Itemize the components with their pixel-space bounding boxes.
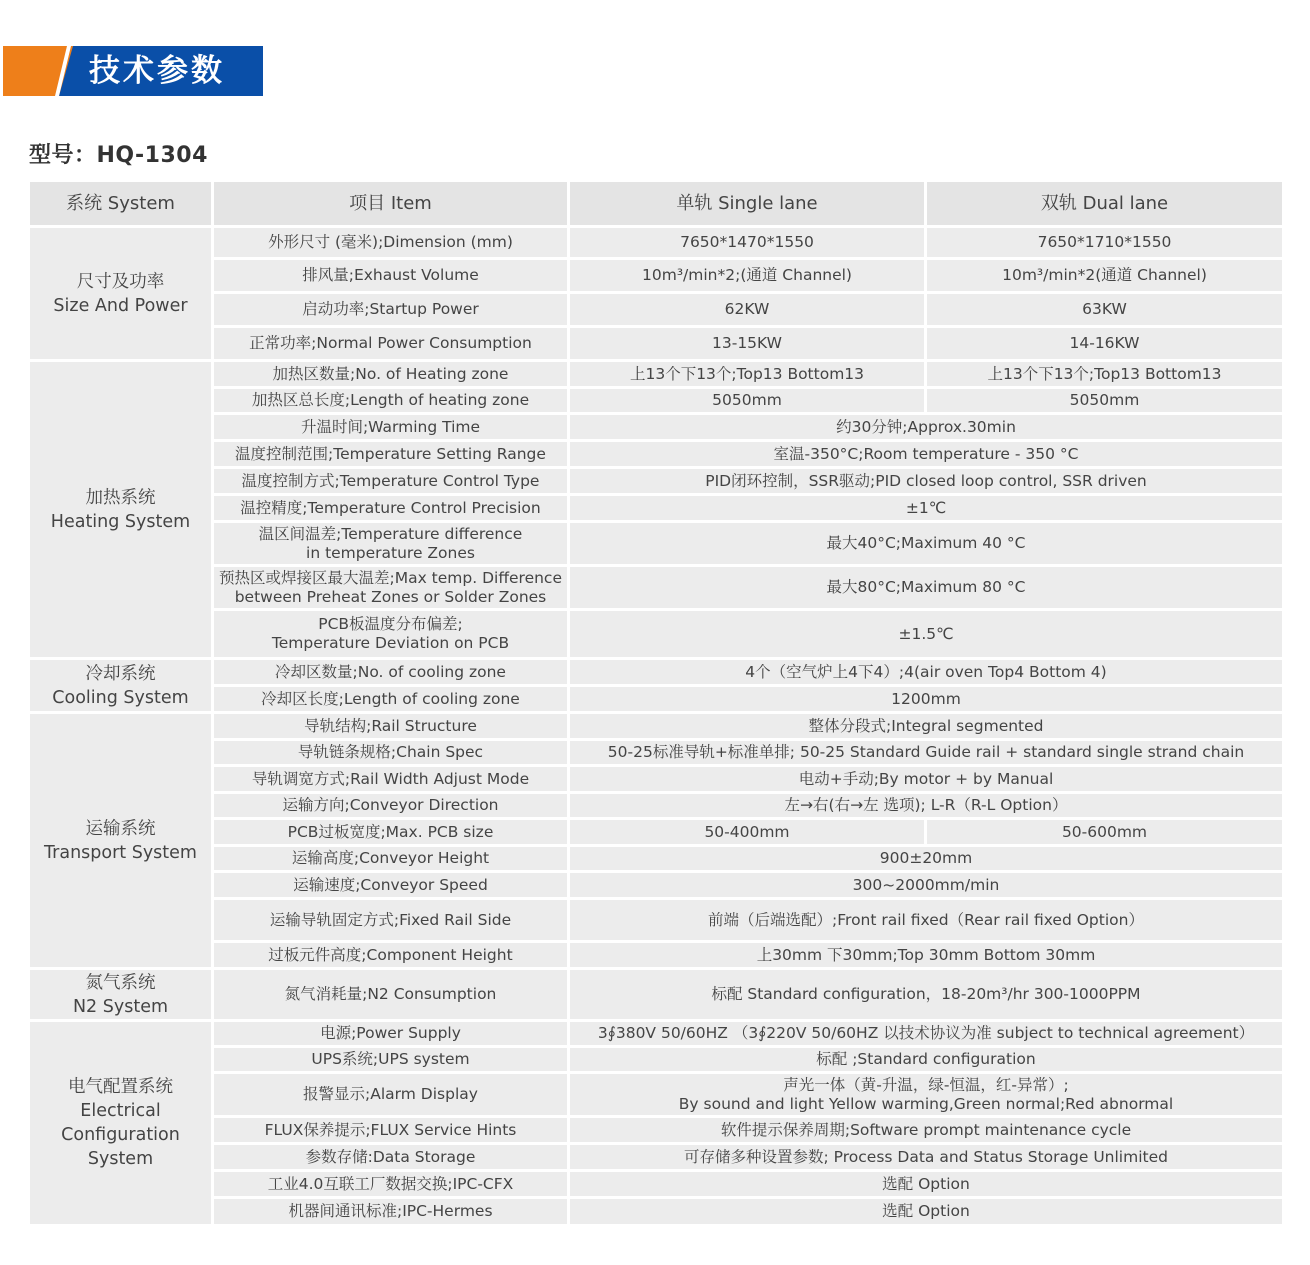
category-n2: 氮气系统 N2 System — [29, 969, 213, 1021]
table-row — [29, 495, 1284, 522]
table-row — [29, 740, 1284, 766]
model-label: 型号：HQ-1304 — [29, 143, 208, 168]
value-cell: 900±20mm — [569, 846, 1284, 872]
item-cell: 运输高度;Conveyor Height — [213, 846, 569, 872]
header-dual: 双轨 Dual lane — [926, 181, 1284, 227]
value-cell: 标配 ;Standard configuration — [569, 1047, 1284, 1073]
category-size-power: 尺寸及功率 Size And Power — [29, 227, 213, 361]
value-cell: 300~2000mm/min — [569, 872, 1284, 899]
value-cell: 电动+手动;By motor + by Manual — [569, 766, 1284, 793]
table-row — [29, 793, 1284, 819]
item-cell: 导轨调宽方式;Rail Width Adjust Mode — [213, 766, 569, 793]
item-cell: 升温时间;Warming Time — [213, 414, 569, 441]
value-cell: 室温-350°C;Room temperature - 350 °C — [569, 441, 1284, 468]
table-row — [29, 388, 1284, 414]
dual-cell: 7650*1710*1550 — [926, 227, 1284, 259]
header-single: 单轨 Single lane — [569, 181, 926, 227]
item-cell: 排风量;Exhaust Volume — [213, 259, 569, 293]
item-cell: 温度控制范围;Temperature Setting Range — [213, 441, 569, 468]
value-cell: 3∮380V 50/60HZ （3∮220V 50/60HZ 以技术协议为准 subject to technical agreement） — [569, 1021, 1284, 1047]
table-row — [29, 259, 1284, 293]
value-cell: 上30mm 下30mm;Top 30mm Bottom 30mm — [569, 942, 1284, 969]
single-cell: 62KW — [569, 293, 926, 327]
item-cell: 温区间温差;Temperature difference in temperature Zones — [213, 522, 569, 566]
value-cell: 最大40°C;Maximum 40 °C — [569, 522, 1284, 566]
table-row — [29, 441, 1284, 468]
dual-cell: 10m³/min*2(通道 Channel) — [926, 259, 1284, 293]
item-cell: 过板元件高度;Component Height — [213, 942, 569, 969]
item-cell: 正常功率;Normal Power Consumption — [213, 327, 569, 361]
value-cell: 软件提示保养周期;Software prompt maintenance cycle — [569, 1117, 1284, 1144]
banner-title: 技术参数 — [89, 53, 225, 89]
table-row — [29, 846, 1284, 872]
value-cell: 约30分钟;Approx.30min — [569, 414, 1284, 441]
item-cell: 参数存储:Data Storage — [213, 1144, 569, 1171]
table-row — [29, 1073, 1284, 1117]
dual-cell: 63KW — [926, 293, 1284, 327]
table-row — [29, 819, 1284, 846]
header-item: 项目 Item — [213, 181, 569, 227]
value-cell: 选配 Option — [569, 1198, 1284, 1226]
item-cell: 温控精度;Temperature Control Precision — [213, 495, 569, 522]
value-cell: 最大80°C;Maximum 80 °C — [569, 566, 1284, 610]
value-cell: 前端（后端选配）;Front rail fixed（Rear rail fixed Option） — [569, 899, 1284, 942]
item-cell: 加热区数量;No. of Heating zone — [213, 361, 569, 388]
item-cell: 工业4.0互联工厂数据交换;IPC-CFX — [213, 1171, 569, 1198]
item-cell: 温度控制方式;Temperature Control Type — [213, 468, 569, 495]
table-row — [29, 414, 1284, 441]
value-cell: 可存储多种设置参数; Process Data and Status Storage Unlimited — [569, 1144, 1284, 1171]
table-row — [29, 659, 1284, 686]
value-cell: ±1.5℃ — [569, 610, 1284, 659]
item-cell: 冷却区长度;Length of cooling zone — [213, 686, 569, 713]
item-cell: 电源;Power Supply — [213, 1021, 569, 1047]
table-row — [29, 969, 1284, 1021]
item-cell: UPS系统;UPS system — [213, 1047, 569, 1073]
table-row — [29, 686, 1284, 713]
single-cell: 10m³/min*2;(通道 Channel) — [569, 259, 926, 293]
value-cell: 标配 Standard configuration，18-20m³/hr 300-1000PPM — [569, 969, 1284, 1021]
table-row — [29, 1144, 1284, 1171]
spec-table — [27, 179, 1285, 1227]
table-row — [29, 468, 1284, 495]
value-cell: 整体分段式;Integral segmented — [569, 713, 1284, 740]
item-cell: PCB过板宽度;Max. PCB size — [213, 819, 569, 846]
value-cell: ±1℃ — [569, 495, 1284, 522]
single-cell: 7650*1470*1550 — [569, 227, 926, 259]
category-heating: 加热系统 Heating System — [29, 361, 213, 659]
value-cell: 1200mm — [569, 686, 1284, 713]
table-row — [29, 942, 1284, 969]
table-row — [29, 713, 1284, 740]
table-row — [29, 1117, 1284, 1144]
table-row — [29, 522, 1284, 566]
item-cell: 运输速度;Conveyor Speed — [213, 872, 569, 899]
item-cell: 冷却区数量;No. of cooling zone — [213, 659, 569, 686]
dual-cell: 5050mm — [926, 388, 1284, 414]
item-cell: FLUX保养提示;FLUX Service Hints — [213, 1117, 569, 1144]
table-row — [29, 227, 1284, 259]
single-cell: 上13个下13个;Top13 Bottom13 — [569, 361, 926, 388]
category-transport: 运输系统 Transport System — [29, 713, 213, 969]
item-cell: PCB板温度分布偏差; Temperature Deviation on PCB — [213, 610, 569, 659]
item-cell: 导轨链条规格;Chain Spec — [213, 740, 569, 766]
table-row — [29, 872, 1284, 899]
item-cell: 运输导轨固定方式;Fixed Rail Side — [213, 899, 569, 942]
category-electrical: 电气配置系统 Electrical Configuration System — [29, 1021, 213, 1226]
table-row — [29, 327, 1284, 361]
item-cell: 预热区或焊接区最大温差;Max temp. Difference between Preheat Zones or Solder Zones — [213, 566, 569, 610]
table-row — [29, 766, 1284, 793]
item-cell: 外形尺寸 (毫米);Dimension (mm) — [213, 227, 569, 259]
table-row — [29, 1198, 1284, 1226]
header-system: 系统 System — [29, 181, 213, 227]
item-cell: 机器间通讯标准;IPC-Hermes — [213, 1198, 569, 1226]
value-cell: 选配 Option — [569, 1171, 1284, 1198]
dual-cell: 50-600mm — [926, 819, 1284, 846]
table-row — [29, 1021, 1284, 1047]
table-row — [29, 361, 1284, 388]
single-cell: 50-400mm — [569, 819, 926, 846]
item-cell: 加热区总长度;Length of heating zone — [213, 388, 569, 414]
table-row — [29, 899, 1284, 942]
table-row — [29, 1047, 1284, 1073]
value-cell: 声光一体（黄-升温，绿-恒温，红-异常）; By sound and light Yellow warming,Green normal;Red abnormal — [569, 1073, 1284, 1117]
single-cell: 5050mm — [569, 388, 926, 414]
table-row — [29, 293, 1284, 327]
table-row — [29, 566, 1284, 610]
item-cell: 导轨结构;Rail Structure — [213, 713, 569, 740]
dual-cell: 14-16KW — [926, 327, 1284, 361]
table-row — [29, 610, 1284, 659]
category-cooling: 冷却系统 Cooling System — [29, 659, 213, 713]
table-row — [29, 1171, 1284, 1198]
section-banner — [3, 46, 263, 96]
value-cell: PID闭环控制，SSR驱动;PID closed loop control, SSR driven — [569, 468, 1284, 495]
item-cell: 启动功率;Startup Power — [213, 293, 569, 327]
item-cell: 氮气消耗量;N2 Consumption — [213, 969, 569, 1021]
item-cell: 报警显示;Alarm Display — [213, 1073, 569, 1117]
dual-cell: 上13个下13个;Top13 Bottom13 — [926, 361, 1284, 388]
item-cell: 运输方向;Conveyor Direction — [213, 793, 569, 819]
value-cell: 左→右(右→左 选项); L-R（R-L Option） — [569, 793, 1284, 819]
value-cell: 4个（空气炉上4下4）;4(air oven Top4 Bottom 4) — [569, 659, 1284, 686]
single-cell: 13-15KW — [569, 327, 926, 361]
table-header-row — [29, 181, 1284, 227]
value-cell: 50-25标准导轨+标准单排; 50-25 Standard Guide rail + standard single strand chain — [569, 740, 1284, 766]
